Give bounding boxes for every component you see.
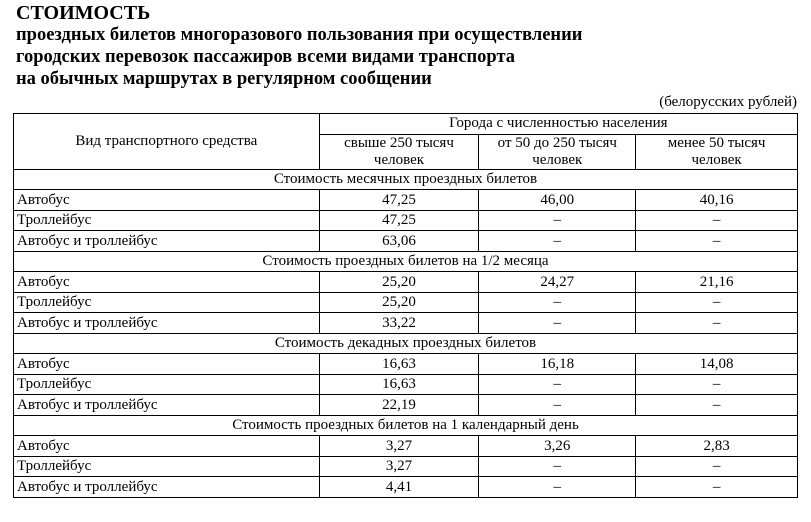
vehicle-type-cell: Троллейбус [14, 374, 320, 395]
vehicle-type-cell: Автобус [14, 190, 320, 211]
vehicle-type-cell: Автобус и троллейбус [14, 231, 320, 252]
price-under-50k-cell: – [636, 477, 798, 498]
price-over-250k-cell: 22,19 [319, 395, 479, 416]
price-under-50k-cell: – [636, 210, 798, 231]
table-row [14, 272, 798, 293]
vehicle-type-cell: Автобус [14, 354, 320, 375]
price-under-50k-cell: 21,16 [636, 272, 798, 293]
section-title: Стоимость месячных проездных билетов [14, 169, 798, 190]
section-header-row [14, 169, 798, 190]
header-col-under-50k-line1: менее 50 тысяч [667, 134, 766, 151]
table-row [14, 456, 798, 477]
section-title: Стоимость проездных билетов на 1/2 месяца [14, 251, 798, 272]
section-title: Стоимость проездных билетов на 1 календарный день [14, 415, 798, 436]
price-50-250k-cell: – [479, 395, 636, 416]
table-row [14, 231, 798, 252]
table-row [14, 436, 798, 457]
price-under-50k-cell: 2,83 [636, 436, 798, 457]
table-row [14, 313, 798, 334]
header-cities-group: Города с численностью населения [319, 114, 797, 135]
price-50-250k-cell: – [479, 456, 636, 477]
title-line-4: на обычных маршрутах в регулярном сообщении [16, 69, 432, 89]
vehicle-type-cell: Автобус и троллейбус [14, 313, 320, 334]
document-title [16, 2, 582, 90]
price-50-250k-cell: 16,18 [479, 354, 636, 375]
header-row-1 [14, 114, 798, 135]
price-over-250k-cell: 3,27 [319, 436, 479, 457]
price-under-50k-cell: – [636, 313, 798, 334]
header-col-50-250k-line1: от 50 до 250 тысяч [497, 134, 617, 151]
price-under-50k-cell: – [636, 231, 798, 252]
price-over-250k-cell: 25,20 [319, 272, 479, 293]
price-over-250k-cell: 25,20 [319, 292, 479, 313]
vehicle-type-cell: Троллейбус [14, 210, 320, 231]
title-line-1: СТОИМОСТЬ [16, 2, 151, 24]
vehicle-type-cell: Автобус и троллейбус [14, 477, 320, 498]
vehicle-type-cell: Троллейбус [14, 456, 320, 477]
title-line-3: городских перевозок пассажиров всеми видами транспорта [16, 47, 516, 67]
section-header-row [14, 251, 798, 272]
fares-table-body [14, 114, 798, 498]
price-50-250k-cell: – [479, 374, 636, 395]
header-col-under-50k [636, 134, 798, 169]
vehicle-type-cell: Автобус и троллейбус [14, 395, 320, 416]
price-50-250k-cell: – [479, 292, 636, 313]
section-header-row [14, 415, 798, 436]
table-row [14, 292, 798, 313]
header-col-50-250k [479, 134, 636, 169]
price-over-250k-cell: 47,25 [319, 190, 479, 211]
currency-unit-note: (белорусских рублей) [659, 94, 797, 110]
header-col-50-250k-line2: человек [532, 151, 583, 168]
table-row [14, 374, 798, 395]
price-50-250k-cell: – [479, 313, 636, 334]
price-50-250k-cell: – [479, 477, 636, 498]
price-50-250k-cell: – [479, 231, 636, 252]
price-over-250k-cell: 63,06 [319, 231, 479, 252]
price-over-250k-cell: 16,63 [319, 354, 479, 375]
table-row [14, 477, 798, 498]
table-row [14, 190, 798, 211]
price-50-250k-cell: 24,27 [479, 272, 636, 293]
price-over-250k-cell: 3,27 [319, 456, 479, 477]
price-under-50k-cell: – [636, 292, 798, 313]
fares-table [13, 113, 798, 498]
header-vehicle-type: Вид транспортного средства [14, 114, 320, 170]
price-50-250k-cell: 46,00 [479, 190, 636, 211]
price-under-50k-cell: 14,08 [636, 354, 798, 375]
price-under-50k-cell: – [636, 456, 798, 477]
vehicle-type-cell: Троллейбус [14, 292, 320, 313]
price-under-50k-cell: – [636, 395, 798, 416]
section-title: Стоимость декадных проездных билетов [14, 333, 798, 354]
price-over-250k-cell: 4,41 [319, 477, 479, 498]
table-row [14, 354, 798, 375]
section-header-row [14, 333, 798, 354]
vehicle-type-cell: Автобус [14, 436, 320, 457]
price-over-250k-cell: 47,25 [319, 210, 479, 231]
price-under-50k-cell: 40,16 [636, 190, 798, 211]
vehicle-type-cell: Автобус [14, 272, 320, 293]
price-50-250k-cell: 3,26 [479, 436, 636, 457]
price-over-250k-cell: 16,63 [319, 374, 479, 395]
header-col-over-250k-line1: свыше 250 тысяч [344, 134, 454, 151]
price-over-250k-cell: 33,22 [319, 313, 479, 334]
header-col-over-250k-line2: человек [373, 151, 425, 168]
table-row [14, 395, 798, 416]
price-under-50k-cell: – [636, 374, 798, 395]
header-col-under-50k-line2: человек [691, 151, 742, 168]
header-col-over-250k [319, 134, 479, 169]
table-row [14, 210, 798, 231]
price-50-250k-cell: – [479, 210, 636, 231]
title-line-2: проездных билетов многоразового пользования при осуществлении [16, 25, 583, 45]
